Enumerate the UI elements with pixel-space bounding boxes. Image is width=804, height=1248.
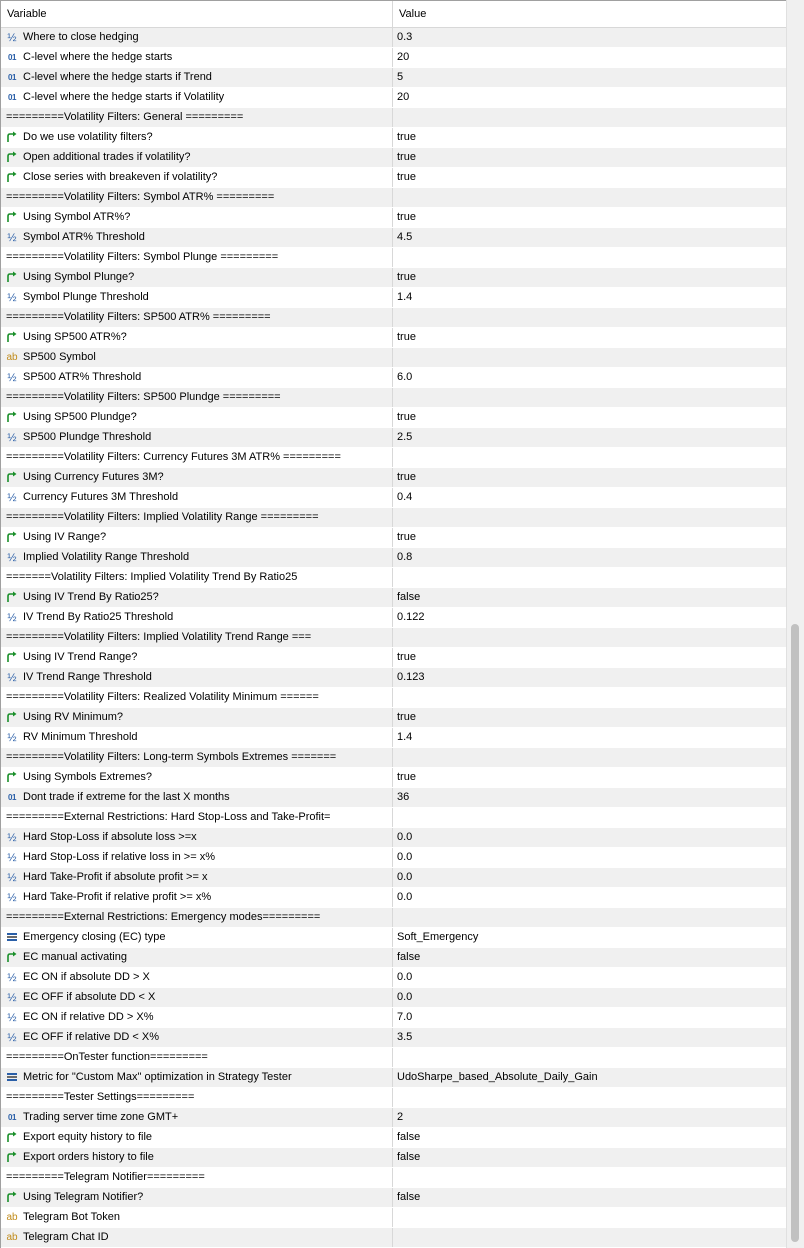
variable-cell[interactable] — [1, 208, 393, 227]
table-row[interactable] — [1, 68, 786, 88]
value-cell[interactable]: true — [397, 471, 416, 483]
variable-cell[interactable] — [1, 728, 393, 747]
separator-row[interactable] — [1, 628, 786, 648]
table-row[interactable] — [1, 288, 786, 308]
variable-cell[interactable] — [1, 428, 393, 447]
separator-row[interactable] — [1, 1168, 786, 1188]
variable-label: Using IV Trend Range? — [23, 651, 138, 663]
variable-label: Using Symbol Plunge? — [23, 271, 135, 283]
boolean-arrow-icon — [5, 151, 19, 165]
variable-label: Telegram Chat ID — [23, 1231, 109, 1243]
table-row[interactable] — [1, 488, 786, 508]
variable-label: RV Minimum Threshold — [23, 731, 138, 743]
fraction-icon: ½ — [7, 31, 17, 44]
variable-cell[interactable] — [1, 1008, 393, 1027]
variable-cell[interactable] — [1, 1088, 393, 1107]
boolean-arrow-icon — [5, 411, 19, 425]
value-cell[interactable]: true — [397, 771, 416, 783]
variable-cell[interactable] — [1, 548, 393, 567]
table-row[interactable] — [1, 1028, 786, 1048]
value-cell[interactable]: Soft_Emergency — [397, 931, 479, 943]
value-cell[interactable]: true — [397, 531, 416, 543]
value-cell[interactable] — [393, 908, 786, 927]
table-row[interactable] — [1, 1128, 786, 1148]
value-cell[interactable] — [393, 568, 786, 587]
variable-cell[interactable] — [1, 388, 393, 407]
variable-label: Close series with breakeven if volatility? — [23, 171, 218, 183]
variable-label: Using Telegram Notifier? — [23, 1191, 144, 1203]
variable-label: Hard Stop-Loss if absolute loss >=x — [23, 831, 197, 843]
value-cell[interactable]: 0.8 — [397, 551, 413, 563]
boolean-arrow-icon — [5, 1151, 19, 1165]
value-cell[interactable]: 1.4 — [397, 291, 413, 303]
boolean-arrow-icon — [5, 331, 19, 345]
boolean-arrow-icon — [5, 531, 19, 545]
integer-icon: 01 — [8, 92, 16, 102]
value-cell[interactable]: 0.0 — [397, 851, 413, 863]
variable-label: Export equity history to file — [23, 1131, 153, 1143]
value-cell[interactable]: 0.0 — [397, 891, 413, 903]
fraction-icon: ½ — [7, 551, 17, 564]
table-row[interactable] — [1, 988, 786, 1008]
variable-label: C-level where the hedge starts if Trend — [23, 71, 212, 83]
variable-label: Implied Volatility Range Threshold — [23, 551, 190, 563]
value-cell[interactable]: 20 — [397, 91, 410, 103]
fraction-icon: ½ — [7, 971, 17, 984]
table-row[interactable] — [1, 348, 786, 368]
variable-label: EC ON if relative DD > X% — [23, 1011, 154, 1023]
table-row[interactable] — [1, 228, 786, 248]
variable-label: Using Currency Futures 3M? — [23, 471, 164, 483]
variable-label: IV Trend By Ratio25 Threshold — [23, 611, 174, 623]
table-row[interactable] — [1, 148, 786, 168]
variable-cell[interactable] — [1, 88, 393, 107]
variable-label: =========Volatility Filters: Long-term Symbols Extremes ======= — [6, 751, 337, 763]
variable-cell[interactable] — [1, 828, 393, 847]
variable-cell[interactable] — [1, 1148, 393, 1167]
table-row[interactable] — [1, 368, 786, 388]
grid-header — [1, 1, 786, 28]
table-row[interactable] — [1, 1008, 786, 1028]
value-cell[interactable] — [393, 108, 786, 127]
value-cell[interactable]: 0.0 — [397, 971, 413, 983]
fraction-icon: ½ — [7, 231, 17, 244]
integer-icon: 01 — [8, 52, 16, 62]
variable-label: EC manual activating — [23, 951, 127, 963]
table-row[interactable] — [1, 528, 786, 548]
table-row[interactable] — [1, 828, 786, 848]
variable-cell[interactable] — [1, 408, 393, 427]
variable-cell[interactable] — [1, 1048, 393, 1067]
fraction-icon: ½ — [7, 1011, 17, 1024]
variable-label: Telegram Bot Token — [23, 1211, 121, 1223]
integer-icon: 01 — [8, 72, 16, 82]
value-cell[interactable] — [393, 188, 786, 207]
variable-cell[interactable] — [1, 868, 393, 887]
table-row[interactable] — [1, 1148, 786, 1168]
table-row[interactable] — [1, 948, 786, 968]
fraction-icon: ½ — [7, 831, 17, 844]
table-row[interactable] — [1, 468, 786, 488]
value-cell[interactable]: 36 — [397, 791, 410, 803]
variable-cell[interactable] — [1, 568, 393, 587]
variable-cell[interactable] — [1, 608, 393, 627]
variable-label: Using RV Minimum? — [23, 711, 124, 723]
boolean-arrow-icon — [5, 1131, 19, 1145]
variable-label: =========Telegram Notifier========= — [6, 1171, 205, 1183]
variable-cell[interactable] — [1, 308, 393, 327]
value-cell[interactable]: 1.4 — [397, 731, 413, 743]
variable-cell[interactable] — [1, 28, 393, 47]
value-cell[interactable] — [393, 1048, 786, 1067]
variable-label: Using IV Trend By Ratio25? — [23, 591, 159, 603]
variable-label: Currency Futures 3M Threshold — [23, 491, 179, 503]
variable-label: Using Symbol ATR%? — [23, 211, 131, 223]
value-cell[interactable]: true — [397, 711, 416, 723]
value-cell[interactable]: 3.5 — [397, 1031, 413, 1043]
table-row[interactable] — [1, 1068, 786, 1088]
fraction-icon: ½ — [7, 291, 17, 304]
variable-cell[interactable] — [1, 268, 393, 287]
variable-cell[interactable] — [1, 528, 393, 547]
variable-label: Metric for "Custom Max" optimization in Strategy Tester — [23, 1071, 292, 1083]
variable-label: Where to close hedging — [23, 31, 139, 43]
variable-cell[interactable] — [1, 908, 393, 927]
variable-label: =========Volatility Filters: Implied Volatility Trend Range === — [6, 631, 312, 643]
variable-cell[interactable] — [1, 1228, 393, 1247]
value-cell[interactable]: false — [397, 951, 421, 963]
variable-cell[interactable] — [1, 68, 393, 87]
value-cell[interactable]: 7.0 — [397, 1011, 413, 1023]
table-row[interactable] — [1, 328, 786, 348]
variable-cell[interactable] — [1, 1168, 393, 1187]
variable-label: =========OnTester function========= — [6, 1051, 208, 1063]
vertical-scrollbar[interactable] — [786, 0, 804, 1248]
variable-cell[interactable] — [1, 708, 393, 727]
variable-cell[interactable] — [1, 348, 393, 367]
value-cell[interactable] — [393, 1088, 786, 1107]
variable-label: Open additional trades if volatility? — [23, 151, 191, 163]
value-cell[interactable]: true — [397, 151, 416, 163]
variable-cell[interactable] — [1, 168, 393, 187]
value-cell[interactable] — [393, 248, 786, 267]
variable-label: =========Volatility Filters: Implied Volatility Range ========= — [6, 511, 319, 523]
value-cell[interactable]: false — [397, 1131, 421, 1143]
value-cell[interactable]: true — [397, 331, 416, 343]
variable-cell[interactable] — [1, 968, 393, 987]
value-cell[interactable]: false — [397, 1151, 421, 1163]
variable-cell[interactable] — [1, 328, 393, 347]
variable-cell[interactable] — [1, 228, 393, 247]
value-cell[interactable] — [393, 1228, 786, 1247]
value-cell[interactable]: 20 — [397, 51, 410, 63]
table-row[interactable] — [1, 588, 786, 608]
table-row[interactable] — [1, 608, 786, 628]
table-row[interactable] — [1, 28, 786, 48]
separator-row[interactable] — [1, 188, 786, 208]
variable-cell[interactable] — [1, 628, 393, 647]
enum-list-icon — [5, 931, 19, 945]
fraction-icon: ½ — [7, 991, 17, 1004]
variable-cell[interactable] — [1, 288, 393, 307]
table-row[interactable] — [1, 88, 786, 108]
table-row[interactable] — [1, 408, 786, 428]
value-cell[interactable]: true — [397, 651, 416, 663]
table-row[interactable] — [1, 428, 786, 448]
table-row[interactable] — [1, 208, 786, 228]
variable-cell[interactable] — [1, 808, 393, 827]
variable-label: Emergency closing (EC) type — [23, 931, 166, 943]
variable-cell[interactable] — [1, 128, 393, 147]
variable-label: EC OFF if relative DD < X% — [23, 1031, 160, 1043]
variable-label: Using SP500 ATR%? — [23, 331, 127, 343]
table-row[interactable] — [1, 728, 786, 748]
variable-label: IV Trend Range Threshold — [23, 671, 152, 683]
variable-label: Hard Take-Profit if absolute profit >= x — [23, 871, 208, 883]
variable-label: Dont trade if extreme for the last X months — [23, 791, 230, 803]
value-cell[interactable]: 0.123 — [397, 671, 425, 683]
value-cell[interactable]: 2.5 — [397, 431, 413, 443]
variable-cell[interactable] — [1, 468, 393, 487]
variable-cell[interactable] — [1, 668, 393, 687]
variable-cell[interactable] — [1, 788, 393, 807]
variable-label: =========External Restrictions: Emergency modes========= — [6, 911, 321, 923]
table-row[interactable] — [1, 868, 786, 888]
variable-label: Using SP500 Plundge? — [23, 411, 137, 423]
boolean-arrow-icon — [5, 771, 19, 785]
value-cell[interactable] — [393, 1168, 786, 1187]
variable-label: =========Volatility Filters: SP500 ATR% ========= — [6, 311, 271, 323]
variable-cell[interactable] — [1, 928, 393, 947]
table-row[interactable] — [1, 648, 786, 668]
fraction-icon: ½ — [7, 891, 17, 904]
separator-row[interactable] — [1, 568, 786, 588]
value-cell[interactable] — [393, 308, 786, 327]
table-row[interactable] — [1, 928, 786, 948]
variable-cell[interactable] — [1, 948, 393, 967]
boolean-arrow-icon — [5, 271, 19, 285]
enum-list-icon — [5, 1071, 19, 1085]
value-cell[interactable]: true — [397, 131, 416, 143]
value-cell[interactable]: true — [397, 271, 416, 283]
value-cell[interactable]: true — [397, 211, 416, 223]
string-icon: ab — [6, 1211, 18, 1223]
separator-row[interactable] — [1, 108, 786, 128]
column-header-variable[interactable]: Variable — [1, 1, 393, 27]
table-row[interactable] — [1, 548, 786, 568]
variable-label: Symbol Plunge Threshold — [23, 291, 149, 303]
value-cell[interactable]: true — [397, 171, 416, 183]
boolean-arrow-icon — [5, 131, 19, 145]
variable-cell[interactable] — [1, 768, 393, 787]
variable-label: =========Volatility Filters: Currency Futures 3M ATR% ========= — [6, 451, 341, 463]
variable-label: =========Volatility Filters: Realized Volatility Minimum ====== — [6, 691, 319, 703]
variable-cell[interactable] — [1, 688, 393, 707]
table-row[interactable] — [1, 1228, 786, 1248]
separator-row[interactable] — [1, 1088, 786, 1108]
variable-label: Hard Stop-Loss if relative loss in >= x% — [23, 851, 215, 863]
variable-cell[interactable] — [1, 1028, 393, 1047]
boolean-arrow-icon — [5, 471, 19, 485]
separator-row[interactable] — [1, 808, 786, 828]
value-cell[interactable]: 5 — [397, 71, 404, 83]
variable-label: =========Volatility Filters: SP500 Plundge ========= — [6, 391, 281, 403]
variable-cell[interactable] — [1, 188, 393, 207]
variable-cell[interactable] — [1, 1068, 393, 1087]
table-row[interactable] — [1, 1188, 786, 1208]
variable-cell[interactable] — [1, 48, 393, 67]
table-row[interactable] — [1, 128, 786, 148]
value-cell[interactable]: 2 — [397, 1111, 404, 1123]
variable-cell[interactable] — [1, 588, 393, 607]
separator-row[interactable] — [1, 448, 786, 468]
value-cell[interactable]: 0.3 — [397, 31, 413, 43]
table-row[interactable] — [1, 768, 786, 788]
value-cell[interactable]: 0.0 — [397, 831, 413, 843]
integer-icon: 01 — [8, 792, 16, 802]
separator-row[interactable] — [1, 1048, 786, 1068]
value-cell[interactable]: 0.0 — [397, 871, 413, 883]
table-row[interactable] — [1, 708, 786, 728]
value-cell[interactable] — [393, 808, 786, 827]
variable-cell[interactable] — [1, 368, 393, 387]
table-row[interactable] — [1, 848, 786, 868]
variable-label: =========Volatility Filters: General ========= — [6, 111, 244, 123]
fraction-icon: ½ — [7, 431, 17, 444]
column-header-value[interactable]: Value — [399, 8, 427, 20]
scrollbar-thumb[interactable] — [791, 624, 799, 1242]
fraction-icon: ½ — [7, 371, 17, 384]
variable-cell[interactable] — [1, 248, 393, 267]
fraction-icon: ½ — [7, 491, 17, 504]
table-row[interactable] — [1, 48, 786, 68]
variable-cell[interactable] — [1, 1128, 393, 1147]
variable-label: C-level where the hedge starts — [23, 51, 173, 63]
value-cell[interactable] — [393, 1208, 786, 1227]
boolean-arrow-icon — [5, 211, 19, 225]
string-icon: ab — [6, 1231, 18, 1243]
value-cell[interactable]: 0.0 — [397, 991, 413, 1003]
boolean-arrow-icon — [5, 591, 19, 605]
table-row[interactable] — [1, 168, 786, 188]
variable-label: SP500 ATR% Threshold — [23, 371, 142, 383]
table-row[interactable] — [1, 268, 786, 288]
table-row[interactable] — [1, 968, 786, 988]
separator-row[interactable] — [1, 248, 786, 268]
variable-label: SP500 Plundge Threshold — [23, 431, 152, 443]
value-cell[interactable] — [393, 388, 786, 407]
variable-label: Using Symbols Extremes? — [23, 771, 152, 783]
variable-cell[interactable] — [1, 648, 393, 667]
separator-row[interactable] — [1, 908, 786, 928]
variable-label: =========Tester Settings========= — [6, 1091, 195, 1103]
variable-cell[interactable] — [1, 448, 393, 467]
value-cell[interactable] — [393, 348, 786, 367]
fraction-icon: ½ — [7, 671, 17, 684]
variable-cell[interactable] — [1, 148, 393, 167]
string-icon: ab — [6, 351, 18, 363]
variable-label: Export orders history to file — [23, 1151, 154, 1163]
integer-icon: 01 — [8, 1112, 16, 1122]
variable-label: Using IV Range? — [23, 531, 107, 543]
variable-label: Trading server time zone GMT+ — [23, 1111, 179, 1123]
variable-cell[interactable] — [1, 848, 393, 867]
variable-cell[interactable] — [1, 1188, 393, 1207]
variable-label: SP500 Symbol — [23, 351, 96, 363]
variable-cell[interactable] — [1, 508, 393, 527]
separator-row[interactable] — [1, 748, 786, 768]
variable-label: EC OFF if absolute DD < X — [23, 991, 156, 1003]
variable-cell[interactable] — [1, 1108, 393, 1127]
separator-row[interactable] — [1, 388, 786, 408]
variable-label: =======Volatility Filters: Implied Volatility Trend By Ratio25 — [6, 571, 298, 583]
boolean-arrow-icon — [5, 651, 19, 665]
fraction-icon: ½ — [7, 851, 17, 864]
value-cell[interactable]: 0.4 — [397, 491, 413, 503]
value-cell[interactable] — [393, 748, 786, 767]
variable-label: Hard Take-Profit if relative profit >= x% — [23, 891, 212, 903]
table-row[interactable] — [1, 1208, 786, 1228]
fraction-icon: ½ — [7, 1031, 17, 1044]
table-row[interactable] — [1, 1108, 786, 1128]
value-cell[interactable]: false — [397, 1191, 421, 1203]
value-cell[interactable] — [393, 448, 786, 467]
variable-cell[interactable] — [1, 108, 393, 127]
value-cell[interactable] — [393, 688, 786, 707]
table-row[interactable] — [1, 888, 786, 908]
boolean-arrow-icon — [5, 951, 19, 965]
grid-rows — [1, 28, 786, 1248]
variable-cell[interactable] — [1, 748, 393, 767]
variable-label: =========Volatility Filters: Symbol ATR% ========= — [6, 191, 275, 203]
value-cell[interactable]: true — [397, 411, 416, 423]
fraction-icon: ½ — [7, 871, 17, 884]
value-cell[interactable] — [393, 628, 786, 647]
fraction-icon: ½ — [7, 731, 17, 744]
variable-label: C-level where the hedge starts if Volatility — [23, 91, 225, 103]
table-row[interactable] — [1, 668, 786, 688]
boolean-arrow-icon — [5, 711, 19, 725]
value-cell[interactable] — [393, 508, 786, 527]
boolean-arrow-icon — [5, 1191, 19, 1205]
variable-label: EC ON if absolute DD > X — [23, 971, 150, 983]
variable-label: Do we use volatility filters? — [23, 131, 153, 143]
variable-label: Symbol ATR% Threshold — [23, 231, 145, 243]
variable-cell[interactable] — [1, 988, 393, 1007]
value-cell[interactable]: false — [397, 591, 421, 603]
boolean-arrow-icon — [5, 171, 19, 185]
fraction-icon: ½ — [7, 611, 17, 624]
variable-cell[interactable] — [1, 888, 393, 907]
separator-row[interactable] — [1, 508, 786, 528]
separator-row[interactable] — [1, 308, 786, 328]
variable-label: =========Volatility Filters: Symbol Plunge ========= — [6, 251, 279, 263]
table-row[interactable] — [1, 788, 786, 808]
variable-cell[interactable] — [1, 1208, 393, 1227]
value-cell[interactable]: UdoSharpe_based_Absolute_Daily_Gain — [397, 1071, 598, 1083]
value-cell[interactable]: 4.5 — [397, 231, 413, 243]
separator-row[interactable] — [1, 688, 786, 708]
variable-cell[interactable] — [1, 488, 393, 507]
value-cell[interactable]: 0.122 — [397, 611, 425, 623]
variable-label: =========External Restrictions: Hard Stop-Loss and Take-Profit= — [6, 811, 331, 823]
value-cell[interactable]: 6.0 — [397, 371, 413, 383]
